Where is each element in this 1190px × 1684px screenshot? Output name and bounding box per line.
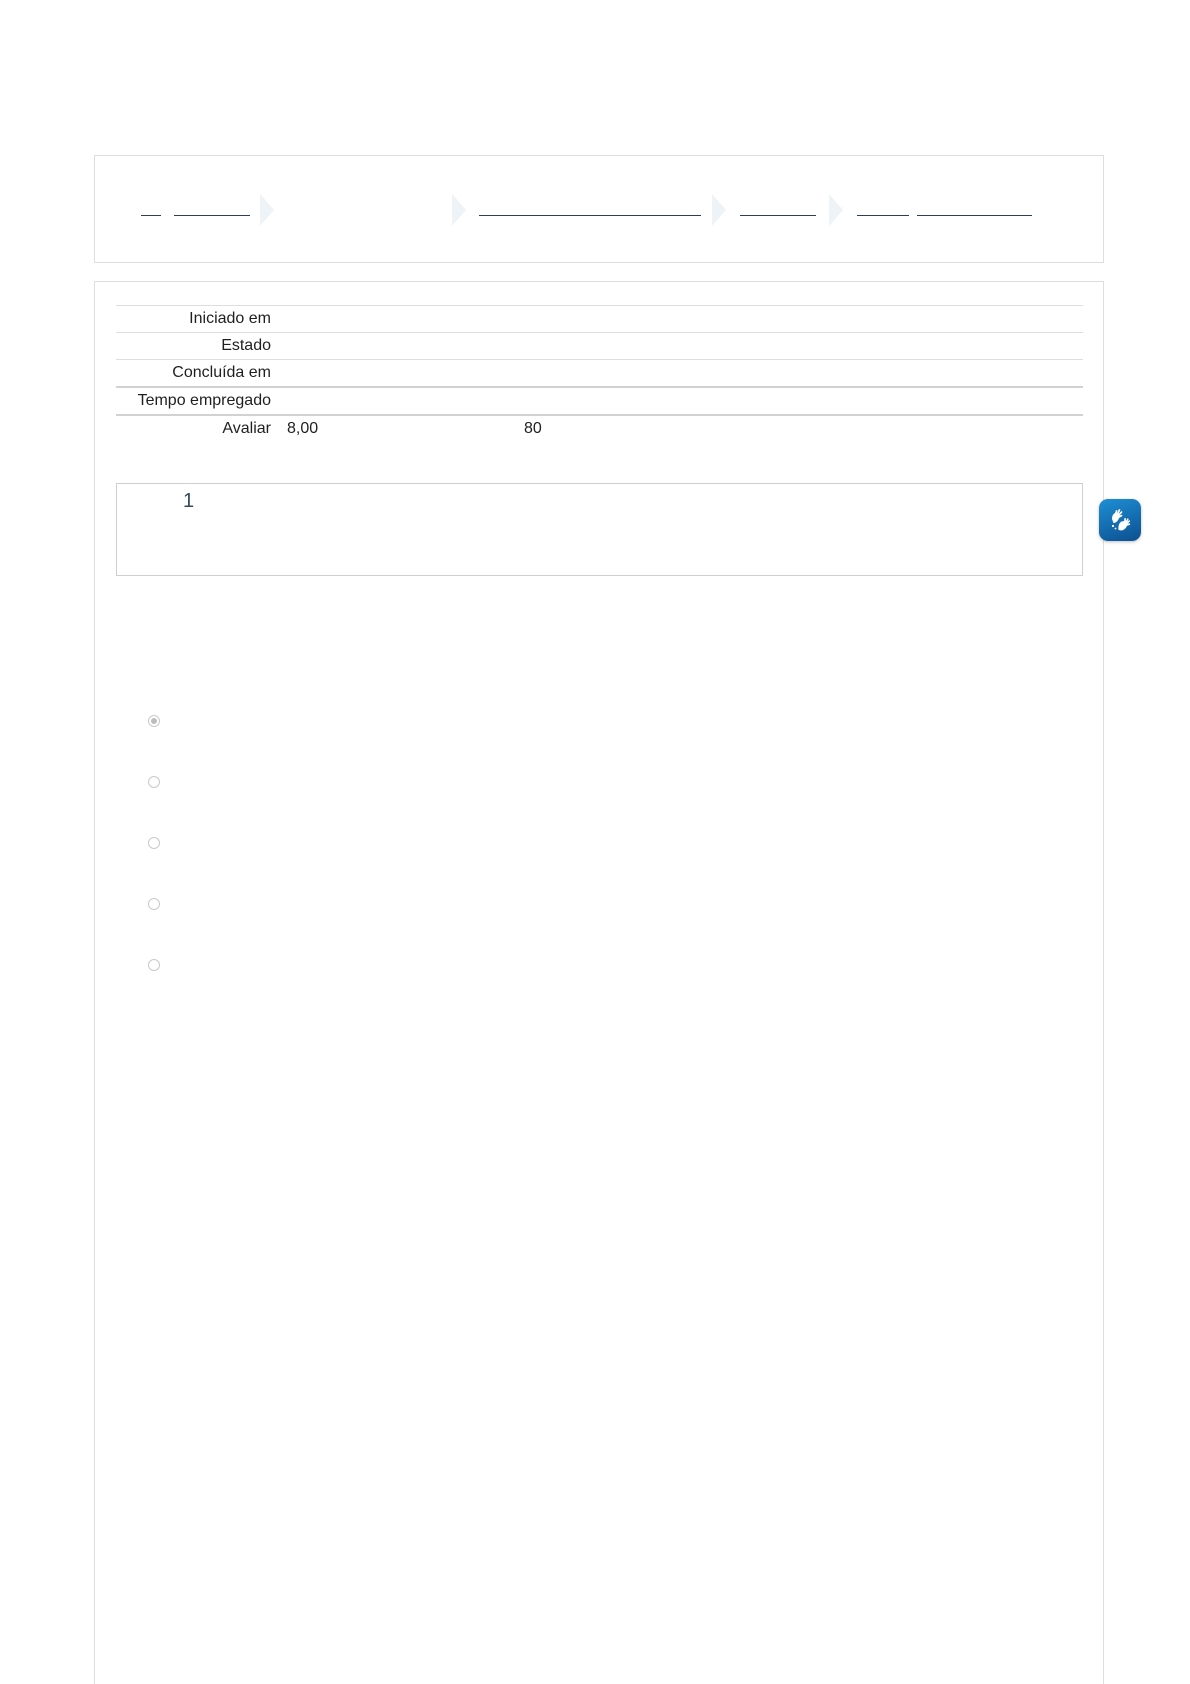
summary-label: Iniciado em	[189, 310, 271, 327]
summary-value	[271, 415, 1083, 442]
question-number: 1	[183, 490, 195, 512]
summary-value	[271, 387, 1083, 415]
breadcrumb-link-3[interactable]	[479, 215, 701, 216]
quiz-review-panel	[94, 281, 1104, 1684]
summary-label: Avaliar	[222, 420, 271, 437]
grade-extra: 80	[524, 420, 542, 437]
answer-option-radio[interactable]	[148, 837, 160, 849]
breadcrumb-link-1[interactable]	[174, 215, 250, 216]
breadcrumb-link-4[interactable]	[740, 215, 816, 216]
breadcrumb-link-2[interactable]	[280, 215, 440, 216]
summary-label: Estado	[221, 337, 271, 354]
summary-row-completed	[116, 360, 1083, 388]
summary-row-started	[116, 306, 1083, 333]
answer-option-radio[interactable]	[148, 898, 160, 910]
grade-value: 8,00	[287, 420, 319, 437]
breadcrumb-link-home[interactable]	[141, 215, 161, 216]
summary-row-grade	[116, 415, 1083, 442]
breadcrumb-link-6[interactable]	[917, 215, 1032, 216]
chevron-right-icon	[260, 194, 274, 226]
answer-option-radio[interactable]	[148, 776, 160, 788]
summary-row-time-taken	[116, 387, 1083, 415]
breadcrumb-link-5[interactable]	[857, 215, 909, 216]
question-info-box	[116, 483, 1083, 576]
summary-row-state	[116, 333, 1083, 360]
summary-label: Concluída em	[172, 364, 271, 381]
summary-label: Tempo empregado	[137, 392, 271, 409]
summary-value	[271, 360, 1083, 388]
accessibility-widget-button[interactable]	[1099, 499, 1141, 541]
breadcrumb	[94, 155, 1104, 263]
sign-language-hands-icon	[1106, 506, 1134, 534]
summary-value	[271, 333, 1083, 360]
summary-value	[271, 306, 1083, 333]
attempt-summary-table	[116, 305, 1083, 442]
chevron-right-icon	[829, 194, 843, 226]
chevron-right-icon	[452, 194, 466, 226]
answer-option-radio[interactable]	[148, 715, 160, 727]
chevron-right-icon	[712, 194, 726, 226]
answer-option-radio[interactable]	[148, 959, 160, 971]
